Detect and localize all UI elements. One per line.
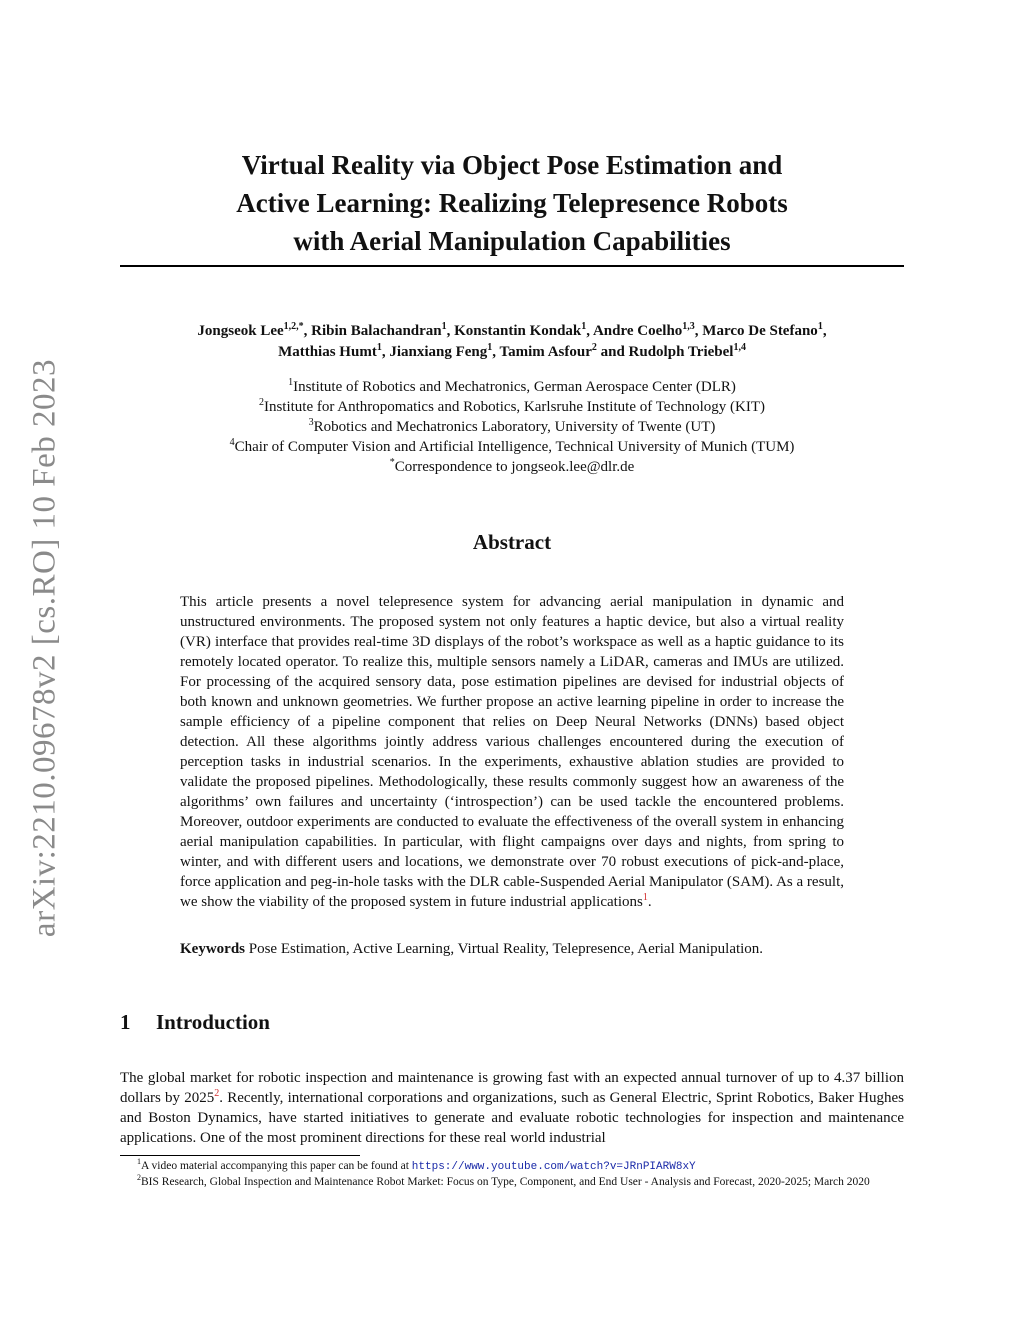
affiliation [120, 437, 904, 457]
affiliation [120, 417, 904, 437]
footnote-link[interactable]: https://www.youtube.com/watch?v=JRnPIARW8xY [411, 1161, 696, 1173]
introduction-body [120, 1068, 904, 1148]
footnotes [120, 1159, 904, 1190]
footnote-ref-2[interactable]: 2 [214, 1088, 220, 1099]
author: Konstantin Kondak [454, 323, 582, 339]
author-affil-sup: 1 [817, 321, 823, 332]
footnote-rule [120, 1155, 360, 1156]
keywords-label: Keywords [180, 941, 245, 957]
section-title: Introduction [156, 1010, 270, 1034]
author-affil-sup: 1,2,* [283, 321, 304, 332]
footnote [120, 1175, 904, 1190]
footnote-number: 2 [137, 1173, 141, 1183]
affiliation [120, 397, 904, 417]
author: Marco De Stefano [702, 323, 818, 339]
intro-text: . Recently, international corporations and organizations, such as General Electric, Sprint Robotics, Baker Hughes and Boston Dynamics, have started initiatives to generate and evaluate robotic technologies for inspection and maintenance applications. One of the most prominent directions for these real world industrial [120, 1090, 905, 1146]
affiliation-text: Correspondence to jongseok.lee@dlr.de [394, 459, 635, 475]
section-number: 1 [120, 1010, 131, 1034]
abstract-end: . [647, 894, 652, 910]
author-affil-sup: 1,3 [682, 321, 695, 332]
author: Jianxiang Feng [389, 344, 488, 360]
author-affil-sup: 1 [581, 321, 587, 332]
title-line: Active Learning: Realizing Telepresence Robots [236, 188, 788, 218]
affiliation-sup: 1 [288, 377, 294, 388]
affiliation-sup: * [389, 457, 395, 468]
affiliation-list [120, 377, 904, 477]
affiliation-text: Chair of Computer Vision and Artificial Intelligence, Technical University of Munich (TUM) [234, 439, 795, 455]
author-affil-sup: 2 [591, 342, 597, 353]
keywords [180, 939, 844, 959]
author-affil-sup: 1,4 [733, 342, 746, 353]
paper-title [120, 146, 904, 260]
abstract-heading: Abstract [472, 530, 552, 554]
author-list: Jongseok Lee$^{1,2,*}$, Ribin Balachandran$^1$, Konstantin Kondak$^1$, Andre Coelho$^{1,3}$, Marco De Stefano$^1$, Matthias Humt$^1$, Jianxiang Feng$^1$, Tamim Asfour$^2$ and Rudolph Triebel$^{1,4}$ [197, 321, 827, 360]
keywords-text: Pose Estimation, Active Learning, Virtual Reality, Telepresence, Aerial Manipulation. [245, 941, 764, 957]
title-line: Virtual Reality via Object Pose Estimation and [241, 150, 783, 180]
author: Jongseok Lee [197, 323, 284, 339]
affiliation-text: Institute for Anthropomatics and Robotics, Karlsruhe Institute of Technology (KIT) [263, 399, 766, 415]
intro-text: The global market for robotic inspection and maintenance is growing fast with an expected annual turnover of up to 4.37 billion dollars by 2025 [120, 1070, 904, 1106]
author-affil-sup: 1 [441, 321, 447, 332]
affiliation-sup: 4 [229, 437, 235, 448]
footnote-text: BIS Research, Global Inspection and Maintenance Robot Market: Focus on Type, Component, and End User - Analysis and Forecast, 2020-2025; March 2020 [141, 1176, 870, 1188]
abstract-body [180, 592, 844, 912]
author-affil-sup: 1 [487, 342, 493, 353]
affiliation-text: Robotics and Mechatronics Laboratory, University of Twente (UT) [313, 419, 716, 435]
correspondence [120, 457, 904, 477]
affiliation-sup: 3 [308, 417, 314, 428]
title-rule [120, 265, 904, 267]
author: Andre Coelho [592, 323, 683, 339]
footnote [120, 1159, 904, 1175]
affiliation [120, 377, 904, 397]
footnote-text: A video material accompanying this paper can be found at [141, 1160, 412, 1172]
abstract-text: This article presents a novel telepresence system for advancing aerial manipulation in dynamic and unstructured environments. The proposed system not only features a haptic device, but also a virtual reality (VR) interface that provides real-time 3D displays of the robot’s workspace as well as a haptic guidance to its remotely located operator. To realize this, multiple sensors namely a LiDAR, cameras and IMUs are utilized. For processing of the acquired sensory data, pose estimation pipelines are devised for industrial objects of both known and unknown geometries. We further propose an active learning pipeline in order to increase the sample efficiency of a pipeline component that relies on Deep Neural Networks (DNNs) based object detection. All these algorithms jointly address various challenges encountered during the execution of perception tasks in industrial scenarios. In the experiments, exhaustive ablation studies are provided to validate the proposed pipelines. Methodologically, these results commonly suggest how an awareness of the algorithms’ own failures and uncertainty (‘introspection’) can be used tackle the encountered problems. Moreover, outdoor experiments are conducted to evaluate the effectiveness of the overall system in enhancing aerial manipulation capabilities. In particular, with flight campaigns over days and nights, from spring to winter, and with different users and locations, we demonstrate over 70 robust executions of pick-and-place, force application and peg-in-hole tasks with the DLR cable-Suspended Aerial Manipulator (SAM). As a result, we show the viability of the proposed system in future industrial applications [180, 594, 844, 910]
section-heading [120, 1010, 270, 1035]
author: Matthias Humt [278, 344, 377, 360]
footnote-number: 1 [137, 1157, 141, 1167]
title-line: with Aerial Manipulation Capabilities [293, 226, 731, 256]
affiliation-text: Institute of Robotics and Mechatronics, German Aerospace Center (DLR) [293, 379, 736, 395]
author-affil-sup: 1 [376, 342, 382, 353]
author: Ribin Balachandran [311, 323, 442, 339]
author: and Rudolph Triebel [600, 344, 734, 360]
author: Tamim Asfour [499, 344, 592, 360]
affiliation-sup: 2 [258, 397, 264, 408]
footnote-ref-1[interactable]: 1 [642, 892, 648, 903]
arxiv-identifier: arXiv:2210.09678v2 [cs.RO] 10 Feb 2023 [26, 358, 63, 938]
